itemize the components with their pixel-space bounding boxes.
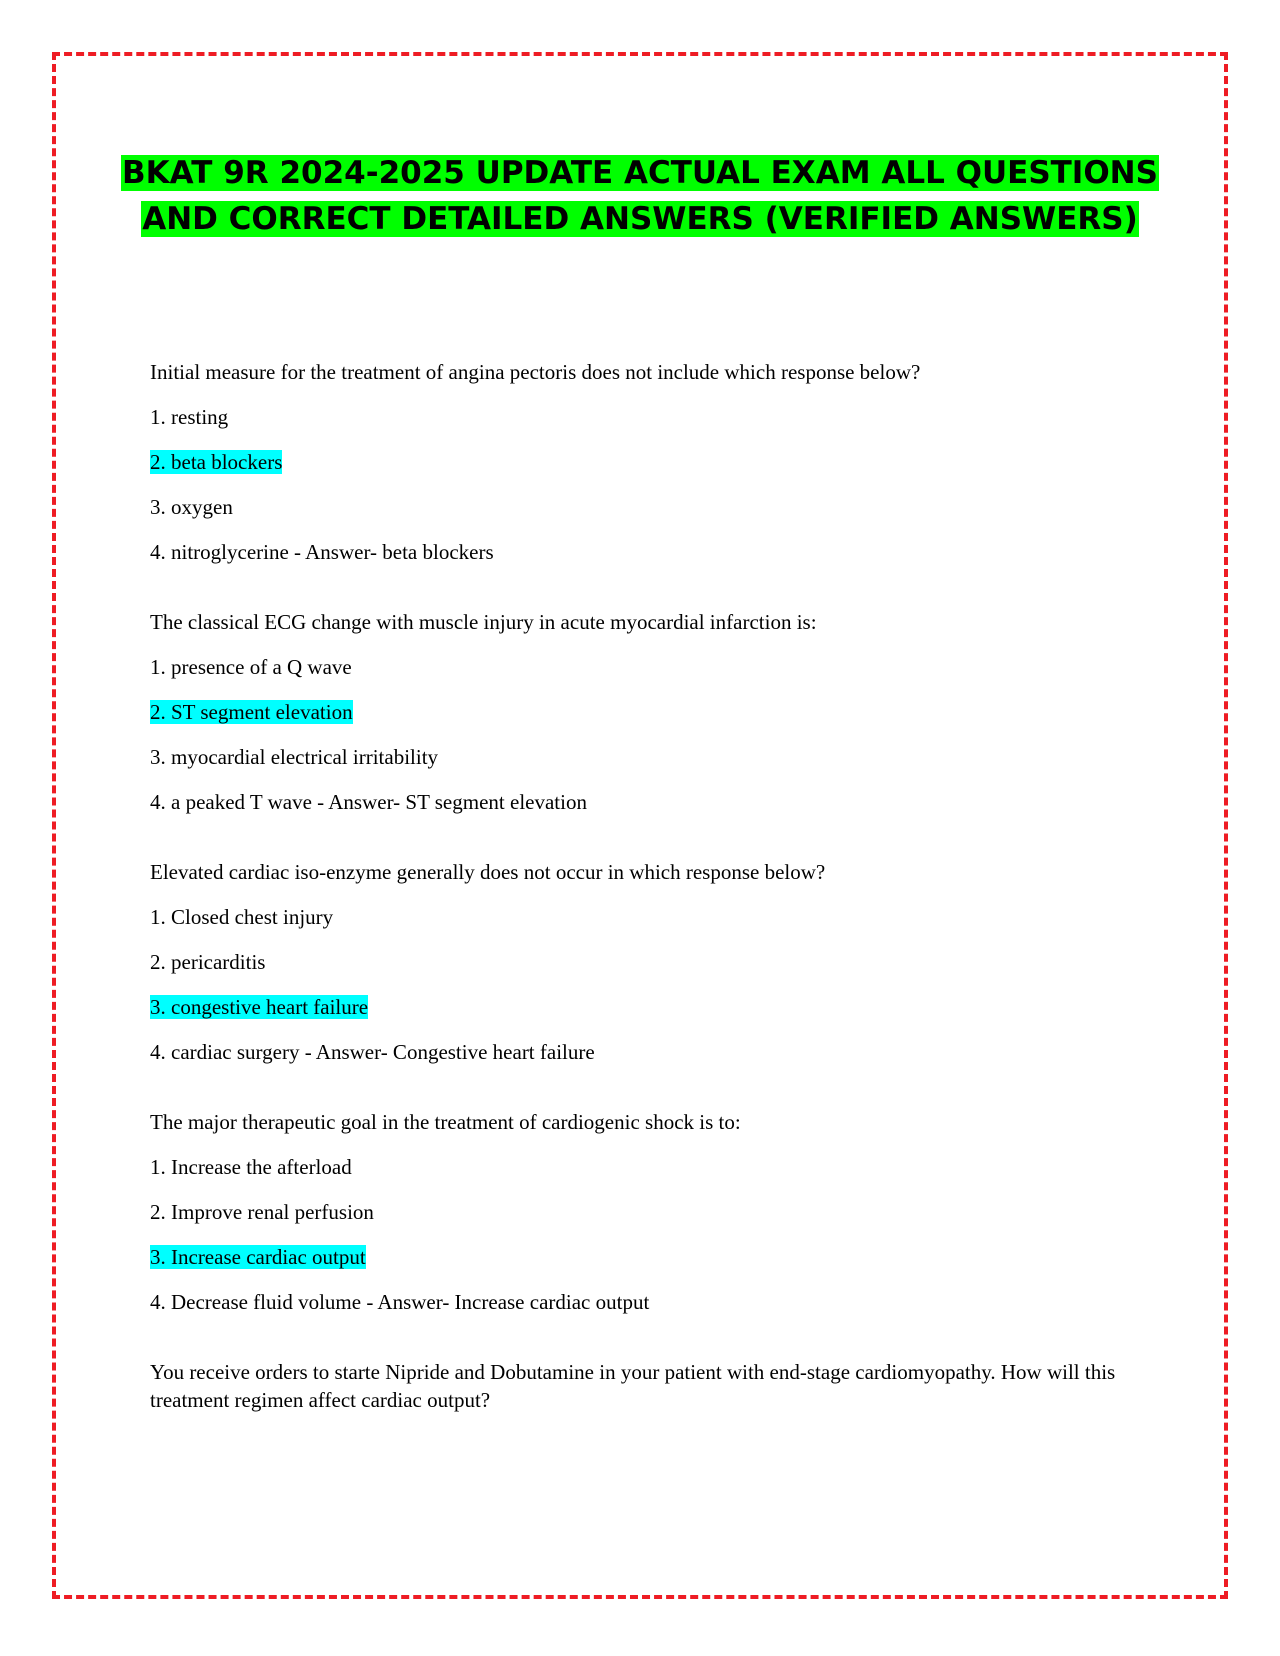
answer-option-correct: 3. congestive heart failure — [150, 995, 369, 1019]
question-list — [150, 358, 1150, 1456]
answer-option: 3. oxygen — [150, 495, 233, 519]
answer-option: 4. nitroglycerine - Answer- beta blockers — [150, 540, 494, 564]
question-text: You receive orders to starte Nipride and Dobutamine in your patient with end-stage cardiomyopathy. How will this treatment regimen affect cardiac output? — [150, 1360, 1116, 1412]
question-block — [150, 1108, 1150, 1316]
answer-option: 1. presence of a Q wave — [150, 655, 352, 679]
answer-option: 1. Increase the afterload — [150, 1155, 352, 1179]
answer-option: 1. resting — [150, 405, 229, 429]
answer-option: 1. Closed chest injury — [150, 905, 334, 929]
question-block — [150, 358, 1150, 566]
answer-option-correct: 3. Increase cardiac output — [150, 1245, 366, 1269]
answer-option-correct: 2. beta blockers — [150, 450, 283, 474]
answer-option: 3. myocardial electrical irritability — [150, 745, 439, 769]
question-block — [150, 858, 1150, 1066]
answer-option-correct: 2. ST segment elevation — [150, 700, 353, 724]
answer-option: 4. Decrease fluid volume - Answer- Increase cardiac output — [150, 1290, 650, 1314]
question-text: The classical ECG change with muscle injury in acute myocardial infarction is: — [150, 610, 817, 634]
question-block — [150, 1358, 1150, 1414]
document-title-text: BKAT 9R 2024-2025 UPDATE ACTUAL EXAM ALL QUESTIONS AND CORRECT DETAILED ANSWERS (VERIFIED ANSWERS) — [122, 155, 1158, 237]
answer-option: 2. pericarditis — [150, 950, 266, 974]
document-title — [120, 150, 1160, 242]
question-text: Initial measure for the treatment of angina pectoris does not include which response below? — [150, 360, 921, 384]
answer-option: 4. a peaked T wave - Answer- ST segment elevation — [150, 790, 587, 814]
answer-option: 4. cardiac surgery - Answer- Congestive heart failure — [150, 1040, 595, 1064]
question-text: Elevated cardiac iso-enzyme generally does not occur in which response below? — [150, 860, 826, 884]
answer-option: 2. Improve renal perfusion — [150, 1200, 374, 1224]
question-block — [150, 608, 1150, 816]
question-text: The major therapeutic goal in the treatment of cardiogenic shock is to: — [150, 1110, 741, 1134]
